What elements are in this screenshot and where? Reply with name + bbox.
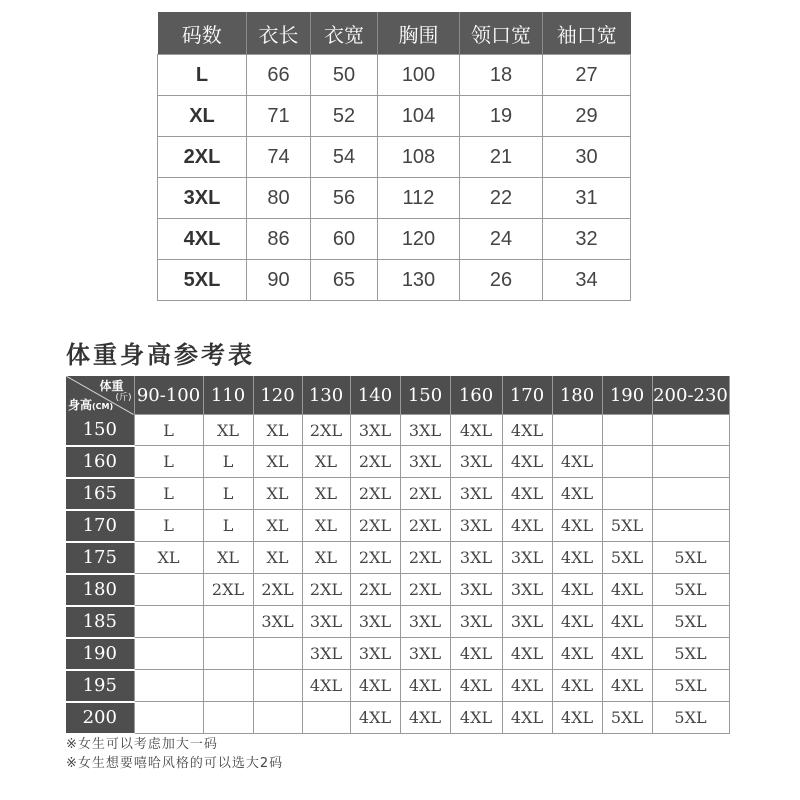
size-recommendation-cell: 3XL bbox=[502, 606, 552, 638]
size-recommendation-cell: 5XL bbox=[652, 606, 729, 638]
size-recommendation-cell: 4XL bbox=[450, 670, 502, 702]
size-recommendation-cell: 2XL bbox=[350, 510, 400, 542]
size-recommendation-cell bbox=[203, 638, 253, 670]
size-recommendation-cell: 4XL bbox=[552, 670, 602, 702]
size-recommendation-cell: 2XL bbox=[350, 478, 400, 510]
size-measure-cell: 65 bbox=[311, 260, 378, 301]
size-measure-cell: 90 bbox=[247, 260, 311, 301]
size-recommendation-cell: 2XL bbox=[400, 542, 450, 574]
size-recommendation-cell: 3XL bbox=[450, 606, 502, 638]
size-recommendation-cell: 4XL bbox=[552, 638, 602, 670]
size-recommendation-cell: XL bbox=[253, 478, 302, 510]
size-recommendation-cell: 3XL bbox=[450, 542, 502, 574]
size-measure-cell: 34 bbox=[543, 260, 631, 301]
size-measure-cell: 31 bbox=[543, 178, 631, 219]
size-recommendation-cell: 2XL bbox=[350, 574, 400, 606]
size-measure-cell: 27 bbox=[543, 55, 631, 96]
size-table bbox=[157, 12, 631, 301]
size-recommendation-cell: 3XL bbox=[450, 446, 502, 478]
size-measure-cell: 26 bbox=[460, 260, 543, 301]
size-measure-cell: 24 bbox=[460, 219, 543, 260]
header-size-code: 码数 bbox=[158, 12, 247, 55]
size-measure-cell: 86 bbox=[247, 219, 311, 260]
header-length: 衣长 bbox=[247, 12, 311, 55]
size-recommendation-cell: 4XL bbox=[552, 478, 602, 510]
size-measure-cell: 100 bbox=[378, 55, 460, 96]
size-recommendation-cell: L bbox=[203, 446, 253, 478]
size-recommendation-cell: 4XL bbox=[350, 702, 400, 734]
size-row bbox=[158, 96, 631, 137]
height-row bbox=[66, 638, 729, 670]
header-neck: 领口宽 bbox=[460, 12, 543, 55]
size-recommendation-cell: 3XL bbox=[450, 574, 502, 606]
size-recommendation-cell: 3XL bbox=[350, 606, 400, 638]
height-row bbox=[66, 574, 729, 606]
size-code-cell: 4XL bbox=[158, 219, 247, 260]
size-recommendation-cell: XL bbox=[253, 510, 302, 542]
size-recommendation-cell: 2XL bbox=[302, 415, 350, 446]
size-measure-cell: 120 bbox=[378, 219, 460, 260]
size-recommendation-cell: 4XL bbox=[302, 670, 350, 702]
size-row bbox=[158, 137, 631, 178]
size-measure-cell: 52 bbox=[311, 96, 378, 137]
size-recommendation-cell bbox=[134, 670, 203, 702]
size-recommendation-cell: 2XL bbox=[400, 510, 450, 542]
size-recommendation-cell: 3XL bbox=[450, 478, 502, 510]
corner-height-wrap bbox=[68, 396, 113, 413]
corner-weight-label: 体重 bbox=[99, 379, 124, 393]
corner-cell bbox=[66, 376, 134, 415]
weight-header-cell: 190 bbox=[602, 376, 652, 415]
size-recommendation-cell: 2XL bbox=[350, 446, 400, 478]
size-recommendation-cell: 5XL bbox=[602, 510, 652, 542]
size-row bbox=[158, 260, 631, 301]
size-recommendation-cell: XL bbox=[134, 542, 203, 574]
weight-header-cell: 180 bbox=[552, 376, 602, 415]
size-code-cell: 2XL bbox=[158, 137, 247, 178]
size-recommendation-cell: 2XL bbox=[400, 478, 450, 510]
size-recommendation-cell: L bbox=[203, 478, 253, 510]
size-recommendation-cell: 3XL bbox=[502, 542, 552, 574]
size-recommendation-cell: 5XL bbox=[602, 542, 652, 574]
size-measure-cell: 50 bbox=[311, 55, 378, 96]
weight-header-cell: 140 bbox=[350, 376, 400, 415]
size-recommendation-cell: L bbox=[134, 510, 203, 542]
height-row bbox=[66, 446, 729, 478]
size-recommendation-cell: 3XL bbox=[400, 638, 450, 670]
height-header-cell: 200 bbox=[66, 702, 134, 734]
corner-height-label: 身高 bbox=[68, 397, 93, 412]
height-header-cell: 150 bbox=[66, 415, 134, 446]
size-recommendation-cell: 4XL bbox=[502, 670, 552, 702]
height-row bbox=[66, 702, 729, 734]
height-header-cell: 185 bbox=[66, 606, 134, 638]
size-row bbox=[158, 178, 631, 219]
size-measure-cell: 71 bbox=[247, 96, 311, 137]
weight-header-cell: 90-100 bbox=[134, 376, 203, 415]
size-recommendation-cell: 5XL bbox=[652, 574, 729, 606]
size-recommendation-cell: XL bbox=[203, 415, 253, 446]
size-recommendation-cell: 4XL bbox=[502, 510, 552, 542]
height-row bbox=[66, 415, 729, 446]
size-recommendation-cell: 5XL bbox=[652, 702, 729, 734]
header-cuff: 袖口宽 bbox=[543, 12, 631, 55]
size-recommendation-cell: 3XL bbox=[302, 638, 350, 670]
size-measure-cell: 74 bbox=[247, 137, 311, 178]
size-recommendation-cell bbox=[253, 670, 302, 702]
size-code-cell: 5XL bbox=[158, 260, 247, 301]
size-recommendation-cell bbox=[134, 638, 203, 670]
size-measure-cell: 29 bbox=[543, 96, 631, 137]
size-recommendation-cell: XL bbox=[253, 446, 302, 478]
size-recommendation-cell: 4XL bbox=[502, 702, 552, 734]
size-measure-cell: 112 bbox=[378, 178, 460, 219]
size-recommendation-cell: L bbox=[203, 510, 253, 542]
weight-header-cell: 110 bbox=[203, 376, 253, 415]
size-recommendation-cell: 4XL bbox=[502, 415, 552, 446]
size-recommendation-cell: 2XL bbox=[203, 574, 253, 606]
size-recommendation-cell: 5XL bbox=[652, 638, 729, 670]
size-recommendation-cell bbox=[602, 478, 652, 510]
size-recommendation-cell: 4XL bbox=[552, 702, 602, 734]
height-header-cell: 170 bbox=[66, 510, 134, 542]
size-recommendation-cell bbox=[602, 446, 652, 478]
height-row bbox=[66, 478, 729, 510]
size-recommendation-cell bbox=[203, 670, 253, 702]
size-recommendation-cell: 5XL bbox=[652, 542, 729, 574]
size-measure-cell: 54 bbox=[311, 137, 378, 178]
size-measure-cell: 21 bbox=[460, 137, 543, 178]
size-recommendation-cell: 3XL bbox=[502, 574, 552, 606]
size-recommendation-cell: 3XL bbox=[253, 606, 302, 638]
size-recommendation-cell: 3XL bbox=[400, 415, 450, 446]
size-recommendation-cell: 4XL bbox=[502, 478, 552, 510]
size-recommendation-cell bbox=[134, 606, 203, 638]
height-header-cell: 180 bbox=[66, 574, 134, 606]
size-recommendation-cell: 2XL bbox=[302, 574, 350, 606]
weight-header-cell: 150 bbox=[400, 376, 450, 415]
size-recommendation-cell: 4XL bbox=[552, 606, 602, 638]
weight-header-cell: 130 bbox=[302, 376, 350, 415]
size-recommendation-cell: 4XL bbox=[602, 670, 652, 702]
height-row bbox=[66, 606, 729, 638]
size-recommendation-cell: 4XL bbox=[602, 606, 652, 638]
size-recommendation-cell: 2XL bbox=[400, 574, 450, 606]
size-recommendation-cell bbox=[652, 478, 729, 510]
size-recommendation-cell: XL bbox=[302, 478, 350, 510]
size-recommendation-cell bbox=[652, 510, 729, 542]
size-recommendation-cell bbox=[602, 415, 652, 446]
size-recommendation-cell: 3XL bbox=[400, 446, 450, 478]
corner-height-unit: (CM) bbox=[92, 401, 114, 411]
size-measure-cell: 19 bbox=[460, 96, 543, 137]
weight-header-cell: 120 bbox=[253, 376, 302, 415]
height-header-cell: 190 bbox=[66, 638, 134, 670]
size-measure-cell: 80 bbox=[247, 178, 311, 219]
height-header-cell: 195 bbox=[66, 670, 134, 702]
size-recommendation-cell: 4XL bbox=[552, 446, 602, 478]
size-recommendation-cell: 4XL bbox=[552, 574, 602, 606]
size-recommendation-cell: 4XL bbox=[502, 446, 552, 478]
size-recommendation-cell: 4XL bbox=[602, 574, 652, 606]
size-measure-cell: 130 bbox=[378, 260, 460, 301]
size-recommendation-cell: L bbox=[134, 415, 203, 446]
size-recommendation-cell: 3XL bbox=[350, 638, 400, 670]
size-recommendation-cell: 4XL bbox=[602, 638, 652, 670]
size-measure-cell: 30 bbox=[543, 137, 631, 178]
size-recommendation-cell: XL bbox=[203, 542, 253, 574]
size-recommendation-cell: 4XL bbox=[502, 638, 552, 670]
size-code-cell: L bbox=[158, 55, 247, 96]
size-code-cell: 3XL bbox=[158, 178, 247, 219]
size-recommendation-cell: 4XL bbox=[400, 670, 450, 702]
size-recommendation-cell: 4XL bbox=[400, 702, 450, 734]
size-measure-cell: 18 bbox=[460, 55, 543, 96]
size-recommendation-cell: XL bbox=[302, 446, 350, 478]
height-header-cell: 175 bbox=[66, 542, 134, 574]
weight-header-cell: 200-230 bbox=[652, 376, 729, 415]
size-recommendation-cell: 5XL bbox=[652, 670, 729, 702]
height-row bbox=[66, 670, 729, 702]
size-recommendation-cell: 4XL bbox=[450, 702, 502, 734]
size-recommendation-cell: 4XL bbox=[552, 542, 602, 574]
size-code-cell: XL bbox=[158, 96, 247, 137]
size-recommendation-cell: XL bbox=[253, 415, 302, 446]
height-row bbox=[66, 510, 729, 542]
size-recommendation-cell: 2XL bbox=[350, 542, 400, 574]
size-recommendation-cell: 2XL bbox=[253, 574, 302, 606]
size-measure-cell: 22 bbox=[460, 178, 543, 219]
size-recommendation-cell bbox=[552, 415, 602, 446]
size-recommendation-cell: L bbox=[134, 478, 203, 510]
size-recommendation-cell: 3XL bbox=[450, 510, 502, 542]
size-recommendation-cell: L bbox=[134, 446, 203, 478]
size-recommendation-cell bbox=[134, 702, 203, 734]
size-row bbox=[158, 55, 631, 96]
size-recommendation-cell bbox=[253, 638, 302, 670]
size-measure-cell: 32 bbox=[543, 219, 631, 260]
weight-height-title: 体重身高参考表 bbox=[66, 341, 255, 369]
size-recommendation-cell: XL bbox=[302, 510, 350, 542]
note-hiphop-style: ※女生想要嘻哈风格的可以选大2码 bbox=[66, 756, 284, 771]
size-recommendation-cell: 5XL bbox=[602, 702, 652, 734]
size-recommendation-cell: 4XL bbox=[552, 510, 602, 542]
height-row bbox=[66, 542, 729, 574]
size-recommendation-cell bbox=[253, 702, 302, 734]
size-recommendation-cell: XL bbox=[302, 542, 350, 574]
size-recommendation-cell bbox=[652, 446, 729, 478]
size-recommendation-cell: XL bbox=[253, 542, 302, 574]
size-recommendation-cell: 4XL bbox=[450, 415, 502, 446]
size-measure-cell: 66 bbox=[247, 55, 311, 96]
size-recommendation-cell: 3XL bbox=[350, 415, 400, 446]
size-recommendation-cell bbox=[203, 702, 253, 734]
size-measure-cell: 56 bbox=[311, 178, 378, 219]
size-recommendation-cell: 3XL bbox=[302, 606, 350, 638]
size-table-header bbox=[158, 12, 631, 55]
size-recommendation-cell bbox=[203, 606, 253, 638]
size-measure-cell: 60 bbox=[311, 219, 378, 260]
size-row bbox=[158, 219, 631, 260]
size-recommendation-cell: 4XL bbox=[350, 670, 400, 702]
header-chest: 胸围 bbox=[378, 12, 460, 55]
size-recommendation-cell: 4XL bbox=[450, 638, 502, 670]
weight-height-table bbox=[66, 376, 730, 735]
weight-header-cell: 160 bbox=[450, 376, 502, 415]
header-width: 衣宽 bbox=[311, 12, 378, 55]
size-recommendation-cell bbox=[134, 574, 203, 606]
size-recommendation-cell bbox=[652, 415, 729, 446]
size-measure-cell: 104 bbox=[378, 96, 460, 137]
size-recommendation-cell: 3XL bbox=[400, 606, 450, 638]
size-recommendation-cell bbox=[302, 702, 350, 734]
height-header-cell: 160 bbox=[66, 446, 134, 478]
size-measure-cell: 108 bbox=[378, 137, 460, 178]
weight-header-cell: 170 bbox=[502, 376, 552, 415]
weight-header-row bbox=[66, 376, 729, 415]
corner-weight-unit: (斤) bbox=[115, 393, 132, 403]
note-women-size-up: ※女生可以考虑加大一码 bbox=[66, 737, 218, 752]
height-header-cell: 165 bbox=[66, 478, 134, 510]
